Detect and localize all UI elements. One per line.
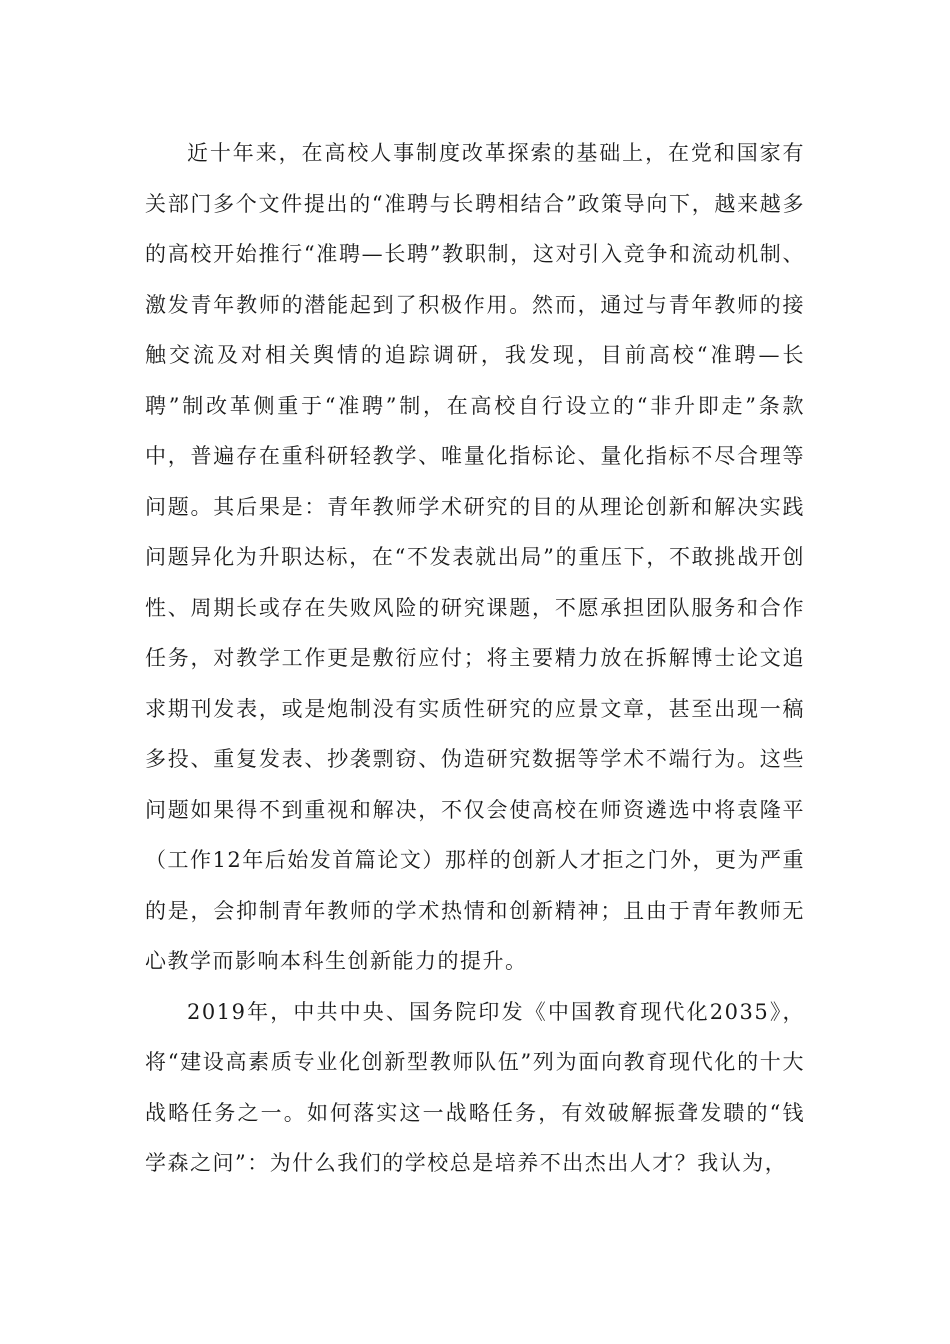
paragraph-1: 近十年来，在高校人事制度改革探索的基础上，在党和国家有关部门多个文件提出的“准聘与长聘相结合”政策导向下，越来越多的高校开始推行“准聘—长聘”教职制，这对引入竞争和流动机制、激发青年教师的潜能起到了积极作用。然而，通过与青年教师的接触交流及对相关舆情的追踪调研，我发现，目前高校“准聘—长聘”制改革侧重于“准聘”制，在高校自行设立的“非升即走”条款中，普遍存在重科研轻教学、唯量化指标论、量化指标不尽合理等问题。其后果是：青年教师学术研究的目的从理论创新和解决实践问题异化为升职达标，在“不发表就出局”的重压下，不敢挑战开创性、周期长或存在失败风险的研究课题，不愿承担团队服务和合作任务，对教学工作更是敷衍应付；将主要精力放在拆解博士论文追求期刊发表，或是炮制没有实质性研究的应景文章，甚至出现一稿多投、重复发表、抄袭剽窃、伪造研究数据等学术不端行为。这些问题如果得不到重视和解决，不仅会使高校在师资遴选中将袁隆平（工作12年后始发首篇论文）那样的创新人才拒之门外，更为严重的是，会抑制青年教师的学术热情和创新精神；且由于青年教师无心教学而影响本科生创新能力的提升。	[145, 141, 805, 973]
paragraph-2: 2019年，中共中央、国务院印发《中国教育现代化2035》，将“建设高素质专业化创新型教师队伍”列为面向教育现代化的十大战略任务之一。如何落实这一战略任务，有效破解振聋发聩的“钱学森之问”：为什么我们的学校总是培养不出杰出人才？我认为，	[145, 999, 805, 1175]
document-body	[145, 128, 805, 1189]
